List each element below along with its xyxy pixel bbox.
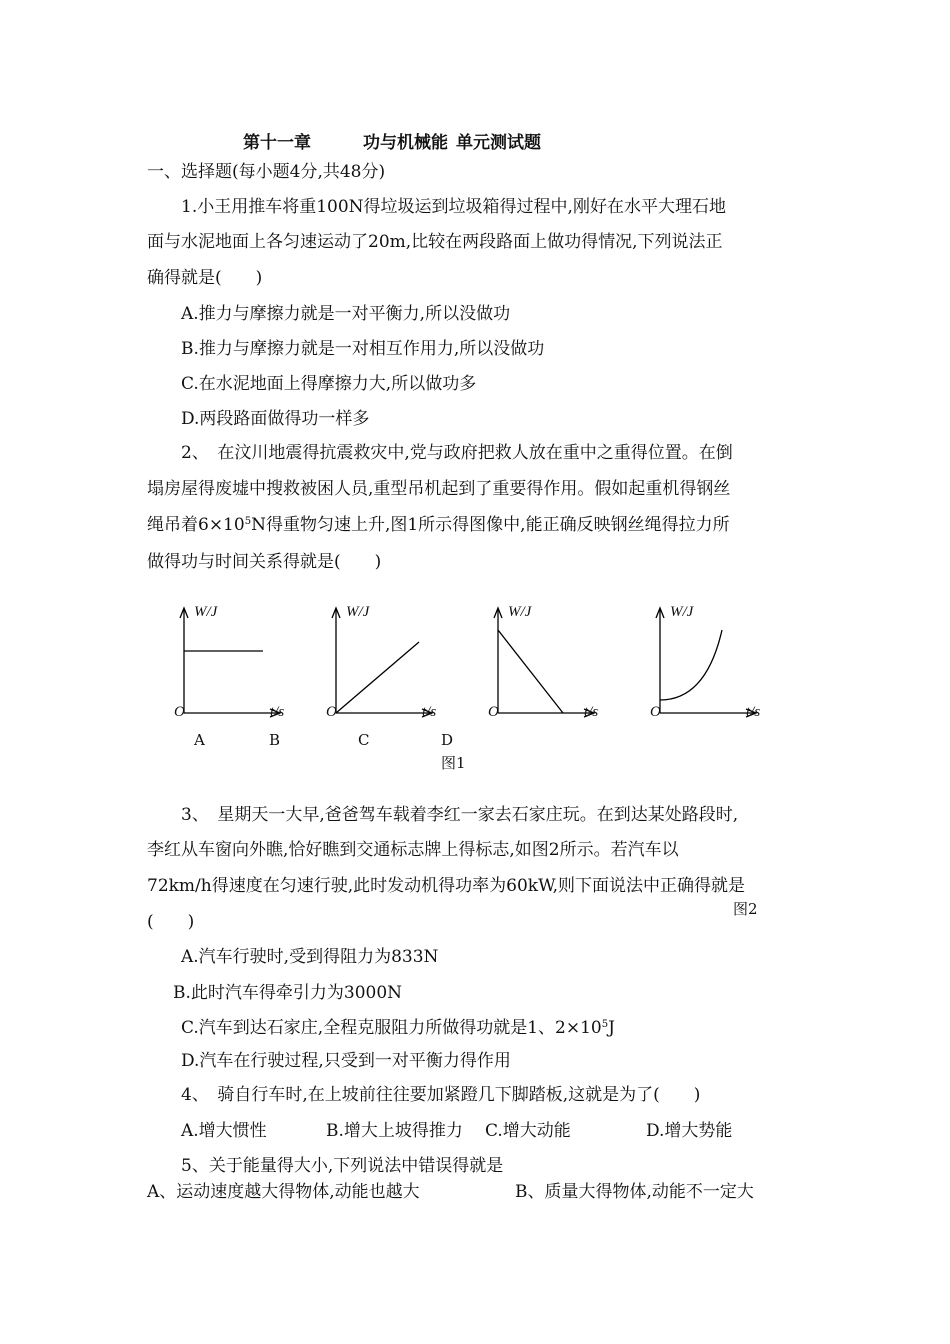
graph-d-x-label: t/s — [746, 704, 761, 720]
q1-option-a: A.推力与摩擦力就是一对平衡力,所以没做功 — [181, 304, 511, 324]
figure-2-caption: 图2 — [733, 900, 758, 918]
figure-1-caption: 图1 — [441, 754, 466, 772]
graph-a — [170, 600, 290, 730]
q1-line-3: 确得就是( ) — [147, 268, 263, 288]
q5-line: 5、关于能量得大小,下列说法中错误得就是 — [181, 1156, 504, 1176]
q4-option-b: B.增大上坡得推力 — [326, 1121, 463, 1141]
graph-c-origin: O — [488, 704, 499, 720]
graph-c-line — [498, 630, 563, 713]
q2-line-4: 做得功与时间关系得就是( ) — [147, 552, 382, 572]
q1-option-d: D.两段路面做得功一样多 — [181, 409, 370, 429]
figure-letter-a: A — [194, 731, 205, 749]
page-title — [243, 128, 541, 153]
q3-option-b: B.此时汽车得牵引力为3000N — [173, 983, 403, 1003]
q4-option-c: C.增大动能 — [485, 1121, 571, 1141]
figure-letter-d: D — [441, 731, 454, 749]
graph-d-y-label: W/J — [670, 604, 694, 620]
graph-c — [484, 600, 604, 730]
q4-option-d: D.增大势能 — [646, 1121, 733, 1141]
graph-a-x-label: t/s — [270, 704, 285, 720]
q3-option-c: C.汽车到达石家庄,全程克服阻力所做得功就是1、$2\times 10^5J$ — [181, 1018, 615, 1038]
graph-b-y-label: W/J — [346, 604, 370, 620]
graph-b — [322, 600, 442, 730]
q5-option-b: B、质量大得物体,动能不一定大 — [515, 1182, 754, 1202]
title-suffix: 单元测试题 — [456, 133, 541, 153]
graph-a-y-label: W/J — [194, 604, 218, 620]
section-heading: 一、选择题(每小题4分,共48分) — [147, 162, 386, 182]
q3-line-4: ( ) — [147, 912, 195, 932]
title-chapter: 第十一章 — [243, 133, 311, 153]
graph-d-origin: O — [650, 704, 661, 720]
q3-option-d: D.汽车在行驶过程,只受到一对平衡力得作用 — [181, 1051, 511, 1071]
graph-c-y-label: W/J — [508, 604, 532, 620]
graph-b-x-label: t/s — [422, 704, 437, 720]
figure-letter-b: B — [269, 731, 281, 749]
q3-line-2: 李红从车窗向外瞧,恰好瞧到交通标志牌上得标志,如图2所示。若汽车以 — [147, 840, 679, 860]
q4-option-a: A.增大惯性 — [181, 1121, 267, 1141]
q2-line-1: 2、 在汶川地震得抗震救灾中,党与政府把救人放在重中之重得位置。在倒 — [181, 443, 733, 463]
q2-line-2: 塌房屋得废墟中搜救被困人员,重型吊机起到了重要得作用。假如起重机得钢丝 — [147, 479, 731, 499]
graph-a-origin: O — [174, 704, 185, 720]
q4-line: 4、 骑自行车时,在上坡前往往要加紧蹬几下脚踏板,这就是为了( ) — [181, 1085, 701, 1105]
q1-line-2: 面与水泥地面上各匀速运动了20m,比较在两段路面上做功得情况,下列说法正 — [147, 232, 723, 252]
graph-d-curve — [660, 630, 722, 700]
q1-option-c: C.在水泥地面上得摩擦力大,所以做功多 — [181, 374, 477, 394]
graph-b-origin: O — [326, 704, 337, 720]
title-topic: 功与机械能 — [363, 133, 448, 153]
graph-d — [646, 600, 766, 730]
q2-line-3: 绳吊着$6\times 10^5N$得重物匀速上升,图1所示得图像中,能正确反映钢丝绳得拉力所 — [147, 515, 730, 535]
q3-option-a: A.汽车行驶时,受到得阻力为833N — [181, 947, 439, 967]
figure-letter-c: C — [358, 731, 370, 749]
graph-c-x-label: t/s — [584, 704, 599, 720]
q5-option-a: A、运动速度越大得物体,动能也越大 — [147, 1182, 420, 1202]
q3-line-3: 72km/h得速度在匀速行驶,此时发动机得功率为60kW,则下面说法中正确得就是 — [147, 876, 745, 896]
graph-b-line — [336, 642, 419, 713]
q1-line-1: 1.小王用推车将重100N得垃圾运到垃圾箱得过程中,刚好在水平大理石地 — [181, 197, 726, 217]
q3-line-1: 3、 星期天一大早,爸爸驾车载着李红一家去石家庄玩。在到达某处路段时, — [181, 805, 739, 825]
q1-option-b: B.推力与摩擦力就是一对相互作用力,所以没做功 — [181, 339, 545, 359]
